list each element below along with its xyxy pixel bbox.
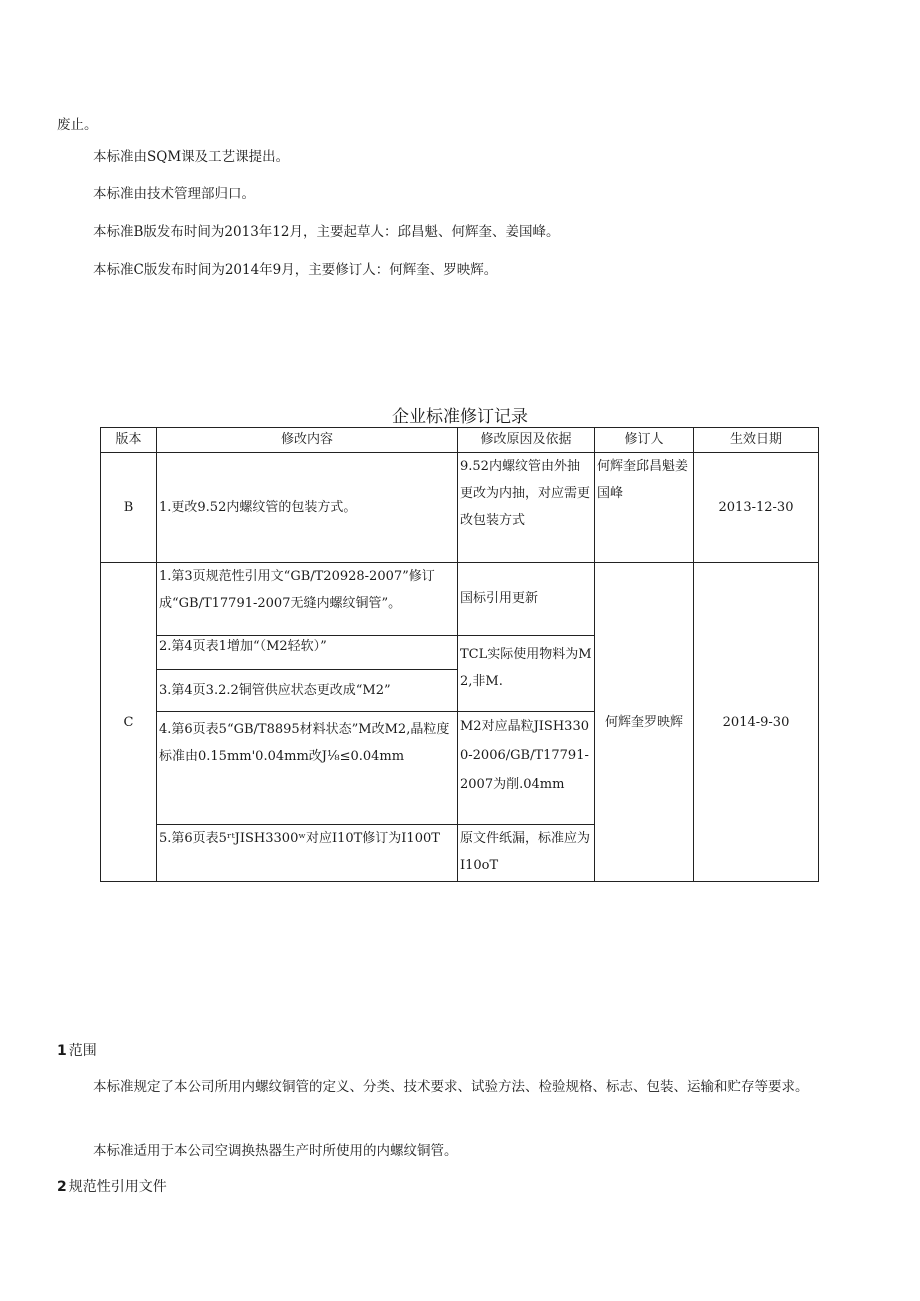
rev-b-reason: 9.52内螺纹管由外抽更改为内抽，对应需更改包装方式 bbox=[458, 453, 595, 563]
rev-b-content: 1.更改9.52内螺纹管的包装方式。 bbox=[157, 453, 458, 563]
section-1-heading bbox=[57, 1040, 97, 1060]
header-reason: 修改原因及依据 bbox=[458, 428, 595, 453]
section-2-number: 2 bbox=[57, 1179, 67, 1195]
intro-line-5: 本标准C版发布时间为2014年9月，主要修订人：何辉奎、罗映辉。 bbox=[93, 262, 498, 278]
header-reviser: 修订人 bbox=[595, 428, 694, 453]
table-header-row bbox=[101, 428, 819, 453]
rev-c-reason-1: 国标引用更新 bbox=[458, 563, 595, 636]
rev-b-date: 2013-12-30 bbox=[694, 453, 819, 563]
rev-b-version: B bbox=[101, 453, 157, 563]
rev-c-item-5: 5.第6页表5ʳᵗJISH3300ʷ对应I10T修订为I100T bbox=[157, 825, 458, 882]
section-1-number: 1 bbox=[57, 1043, 67, 1059]
revision-table bbox=[100, 427, 819, 882]
section-1-paragraph-1: 本标准规定了本公司所用内螺纹铜管的定义、分类、技术要求、试验方法、检验规格、标志、包装、运输和贮存等要求。 bbox=[93, 1079, 809, 1095]
intro-line-4: 本标准B版发布时间为2013年12月，主要起草人：邱昌魁、何辉奎、姜国峰。 bbox=[93, 224, 560, 240]
table-row-rev-b bbox=[101, 453, 819, 563]
rev-c-item-1: 1.第3页规范性引用文“GB/T20928-2007”修订成“GB/T17791-2007无缝内螺纹铜管”。 bbox=[157, 563, 458, 636]
section-2-title: 规范性引用文件 bbox=[68, 1179, 167, 1195]
rev-b-reviser: 何辉奎邱昌魁姜国峰 bbox=[595, 453, 694, 563]
intro-line-3: 本标准由技术管理部归口。 bbox=[93, 186, 255, 202]
rev-c-reviser: 何辉奎罗映辉 bbox=[595, 563, 694, 882]
section-1-title: 范围 bbox=[68, 1043, 97, 1059]
section-1-paragraph-2: 本标准适用于本公司空调换热器生产时所使用的内螺纹铜管。 bbox=[93, 1143, 458, 1159]
table-row-rev-c-1 bbox=[101, 563, 819, 636]
table-title: 企业标准修订记录 bbox=[392, 407, 528, 427]
rev-c-date: 2014-9-30 bbox=[694, 563, 819, 882]
rev-c-reason-4: M2对应晶粒JISH3300-2006/GB/T17791-2007为削.04mm bbox=[458, 712, 595, 825]
rev-c-version: C bbox=[101, 563, 157, 882]
intro-line-1: 废止。 bbox=[57, 117, 98, 133]
header-content: 修改内容 bbox=[157, 428, 458, 453]
rev-c-reason-5: 原文件纸漏，标准应为I10oT bbox=[458, 825, 595, 882]
rev-c-item-2: 2.第4页表1增加“（M2轻软）” bbox=[157, 636, 458, 670]
header-date: 生效日期 bbox=[694, 428, 819, 453]
section-2-heading bbox=[57, 1176, 167, 1196]
rev-c-item-3: 3.第4页3.2.2铜管供应状态更改成“M2” bbox=[157, 670, 458, 712]
intro-line-2: 本标准由SQM课及工艺课提出。 bbox=[93, 149, 290, 165]
header-version: 版本 bbox=[101, 428, 157, 453]
rev-c-item-4: 4.第6页表5“GB/T8895材料状态”M改M2,晶粒度标准由0.15mm'0.04mm改J⅛≤0.04mm bbox=[157, 712, 458, 825]
rev-c-reason-2-3: TCL实际使用物料为M2,非M. bbox=[458, 636, 595, 712]
